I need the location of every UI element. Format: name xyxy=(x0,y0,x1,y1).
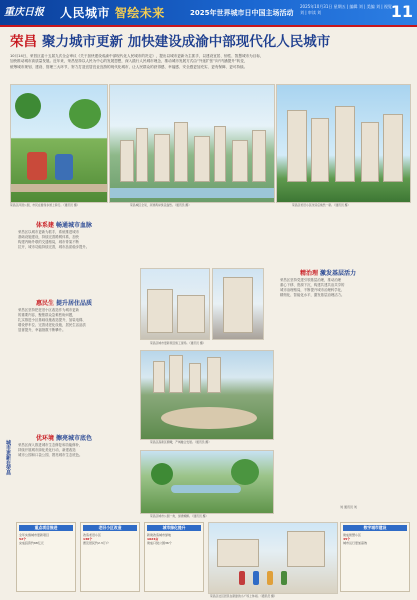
info-line: 完成投资约68亿元 xyxy=(19,541,44,545)
photo-residents-square xyxy=(208,522,338,594)
info-highlight: 138个 xyxy=(83,537,93,541)
headline xyxy=(10,30,410,50)
lead-paragraph xyxy=(10,54,408,70)
headline-title: 聚力城市更新 加快建设成渝中部现代化人民城市 xyxy=(42,34,331,50)
event-title: 2025年世界城市日中国主场活动 xyxy=(190,9,294,17)
building-shape xyxy=(232,140,248,182)
lead-line: 统筹城市规划、建设、管理三大环节，努力打造宜居宜业宜游的现代化城市，让人民群众的获得感、幸福感、安全感更加充实、更有保障、更可持续。 xyxy=(10,64,248,69)
building-shape xyxy=(217,539,259,567)
building-shape xyxy=(194,136,210,182)
building-shape xyxy=(361,122,379,182)
text-line: 的重要内容，聚焦群众急难愁盼问题， xyxy=(18,313,76,318)
building-shape xyxy=(154,134,170,182)
photo-caption: 荣昌区城市更新项目施工现场。（通讯员 摄） xyxy=(150,341,206,345)
info-line: 新建改造城市绿地 xyxy=(147,533,172,537)
vertical-column-label: 城市更新在荣昌 xyxy=(5,440,11,475)
info-box-heading: 重点项目推进 xyxy=(19,525,73,531)
building-shape xyxy=(207,357,221,393)
building-shape xyxy=(223,277,253,333)
section-heading-3 xyxy=(36,433,92,442)
building-shape xyxy=(189,363,201,393)
photo-caption: 荣昌区社区居民在新建的小广场上休闲。（通讯员 摄） xyxy=(210,594,277,598)
section-tag: 优环境 xyxy=(36,435,55,442)
article-column xyxy=(18,230,136,250)
building-shape xyxy=(383,114,403,182)
lead-line: 10月14日，荣昌区委十五届九次全会审议《关于加快建设成渝中部现代化人民城市的决定》，提出以城市更新为主抓手，以建设宜居、韧性、智慧城市为目标， xyxy=(10,54,264,58)
kicker-part-1: 人民城市 xyxy=(60,6,111,20)
section-title: 畅通城市血脉 xyxy=(56,222,93,229)
river-shape xyxy=(110,188,274,198)
text-line: 重心下移、资源下沉，构建共建共治共享的 xyxy=(280,283,345,288)
masthead-wordmark: 重庆日报 xyxy=(4,7,44,18)
building-shape xyxy=(311,118,329,182)
photo-caption: 荣昌区高新区俯瞰，产城融合发展。（通讯员 摄） xyxy=(150,440,212,444)
photo-caption: 荣昌区城市公园一角，绿道蜿蜒。（通讯员 摄） xyxy=(150,514,209,518)
road-shape xyxy=(161,407,257,429)
text-line: 荣昌区以城市更新为抓手，系统推进城市 xyxy=(18,230,80,234)
info-line: 建成智慧小区 xyxy=(343,533,362,537)
text-line: 基础设施建设，持续完善路网体系，加快 xyxy=(18,235,80,240)
photo-highrise xyxy=(212,268,264,340)
text-line: 增设停车位、完善适老化设施，居民生活品质 xyxy=(18,323,86,328)
cyclist-figure xyxy=(55,154,73,180)
cyclist-figure xyxy=(27,152,47,180)
person-figure xyxy=(239,571,245,585)
building-shape xyxy=(214,126,226,182)
byline: 刘 通讯员 刘 xyxy=(340,505,357,509)
person-figure xyxy=(267,571,273,585)
building-shape xyxy=(136,128,148,182)
photo-park-cyclists xyxy=(10,84,108,203)
building-shape xyxy=(147,289,173,333)
text-line: 荣昌区坚持党建引领基层治理，推动治理 xyxy=(280,278,342,282)
person-figure xyxy=(281,571,287,585)
info-line: 全年实施城市更新项目 xyxy=(19,533,50,537)
section-tag: 惠民生 xyxy=(36,300,55,307)
greenway-shape xyxy=(171,485,241,493)
text-line: 扎实推进小区基础设施改造提升，加装电梯、 xyxy=(18,318,86,323)
photo-high-tech-zone xyxy=(140,350,274,440)
info-line: 改造老旧小区 xyxy=(83,533,102,537)
info-box xyxy=(16,522,76,592)
person-figure xyxy=(253,571,259,585)
section-tag: 精治理 xyxy=(300,270,319,277)
header-banner xyxy=(0,0,417,25)
photo-caption: 荣昌区老旧小区改造后焕然一新。（通讯员 摄） xyxy=(292,203,351,207)
building-shape xyxy=(153,361,165,393)
photo-city-park xyxy=(140,450,274,514)
building-shape xyxy=(177,295,205,333)
building-shape xyxy=(287,531,325,567)
article-column xyxy=(280,278,408,298)
text-line: 精细化、智能化水平，激发基层治理活力。 xyxy=(280,293,345,298)
text-line: 拉开，城市功能持续完善，城市品质稳步提升。 xyxy=(18,245,90,250)
tree-shape xyxy=(15,93,41,119)
section-title: 提升居住品质 xyxy=(56,300,93,307)
text-line: 城市公园和口袋公园，擦亮城市生态底色。 xyxy=(18,453,83,458)
text-line: 持续开展城市绿化美化行动，新建改造 xyxy=(18,448,76,453)
section-heading-2 xyxy=(36,298,92,307)
headline-place: 荣昌 xyxy=(10,34,37,50)
building-shape xyxy=(120,140,134,182)
page-number: 11 xyxy=(390,2,413,21)
text-line: 荣昌区坚持把老旧小区改造作为城市更新 xyxy=(18,308,80,312)
page-meta: 2025年10月31日 星期五 | 编辑 刘 | 美编 刘 | 视觉 刘 | 审读 刘 xyxy=(300,4,392,15)
tree-shape xyxy=(231,459,259,485)
info-line: 建成口袋公园36个 xyxy=(147,541,172,545)
photo-construction xyxy=(140,268,210,340)
section-title: 激发基层活力 xyxy=(320,270,357,277)
section-kicker xyxy=(60,4,165,21)
path-shape xyxy=(11,184,107,192)
info-box-heading: 数字城市建设 xyxy=(343,525,407,531)
kicker-part-2: 智绘未来 xyxy=(114,6,165,20)
info-box xyxy=(144,522,204,592)
lead-line: 加快推动城市高质量发展。近年来，荣昌坚持以人民为中心的发展思想，深入践行人民城市理念，推动城市发展方式由“外延扩张”向“内涵提升”转变， xyxy=(10,59,248,64)
info-box xyxy=(80,522,140,592)
building-shape xyxy=(252,130,266,182)
info-highlight: 45个 xyxy=(343,537,351,541)
section-heading-1 xyxy=(36,220,92,229)
info-box-heading: 城市绿化提升 xyxy=(147,525,201,531)
photo-caption: 荣昌城区全景，河道两岸绿意盎然。（通讯员 摄） xyxy=(130,203,192,207)
section-tag: 体系建 xyxy=(36,222,55,229)
section-title: 擦亮城市底色 xyxy=(56,435,93,442)
building-shape xyxy=(287,110,307,182)
info-highlight: 52个 xyxy=(19,537,27,541)
photo-caption: 荣昌区河滨公园，市民在健身步道上骑行。（通讯员 摄） xyxy=(10,203,80,207)
building-shape xyxy=(335,106,355,182)
info-box xyxy=(340,522,410,592)
info-highlight: 1024亩 xyxy=(147,537,159,541)
divider xyxy=(0,25,417,27)
text-line: 显著提升，幸福指数不断攀升。 xyxy=(18,328,66,333)
info-box-heading: 老旧小区改造 xyxy=(83,525,137,531)
building-shape xyxy=(169,355,183,393)
text-line: 城市治理格局，不断提升城市治理科学化、 xyxy=(280,288,345,293)
tree-shape xyxy=(151,463,173,485)
article-column xyxy=(18,443,136,458)
text-line: 构建内畅外联的交通格局，城市骨架不断 xyxy=(18,240,80,245)
building-shape xyxy=(174,122,188,182)
text-line: 荣昌区深入推进城市生态修复和功能修补， xyxy=(18,443,83,447)
info-line: 城市运行更加高效 xyxy=(343,541,368,545)
photo-city-panorama xyxy=(109,84,275,203)
article-column xyxy=(18,308,136,333)
info-line: 惠及居民约2.3万户 xyxy=(83,541,109,545)
photo-renovated-estate xyxy=(276,84,411,203)
section-heading-4 xyxy=(300,268,356,277)
tree-shape xyxy=(69,99,101,129)
